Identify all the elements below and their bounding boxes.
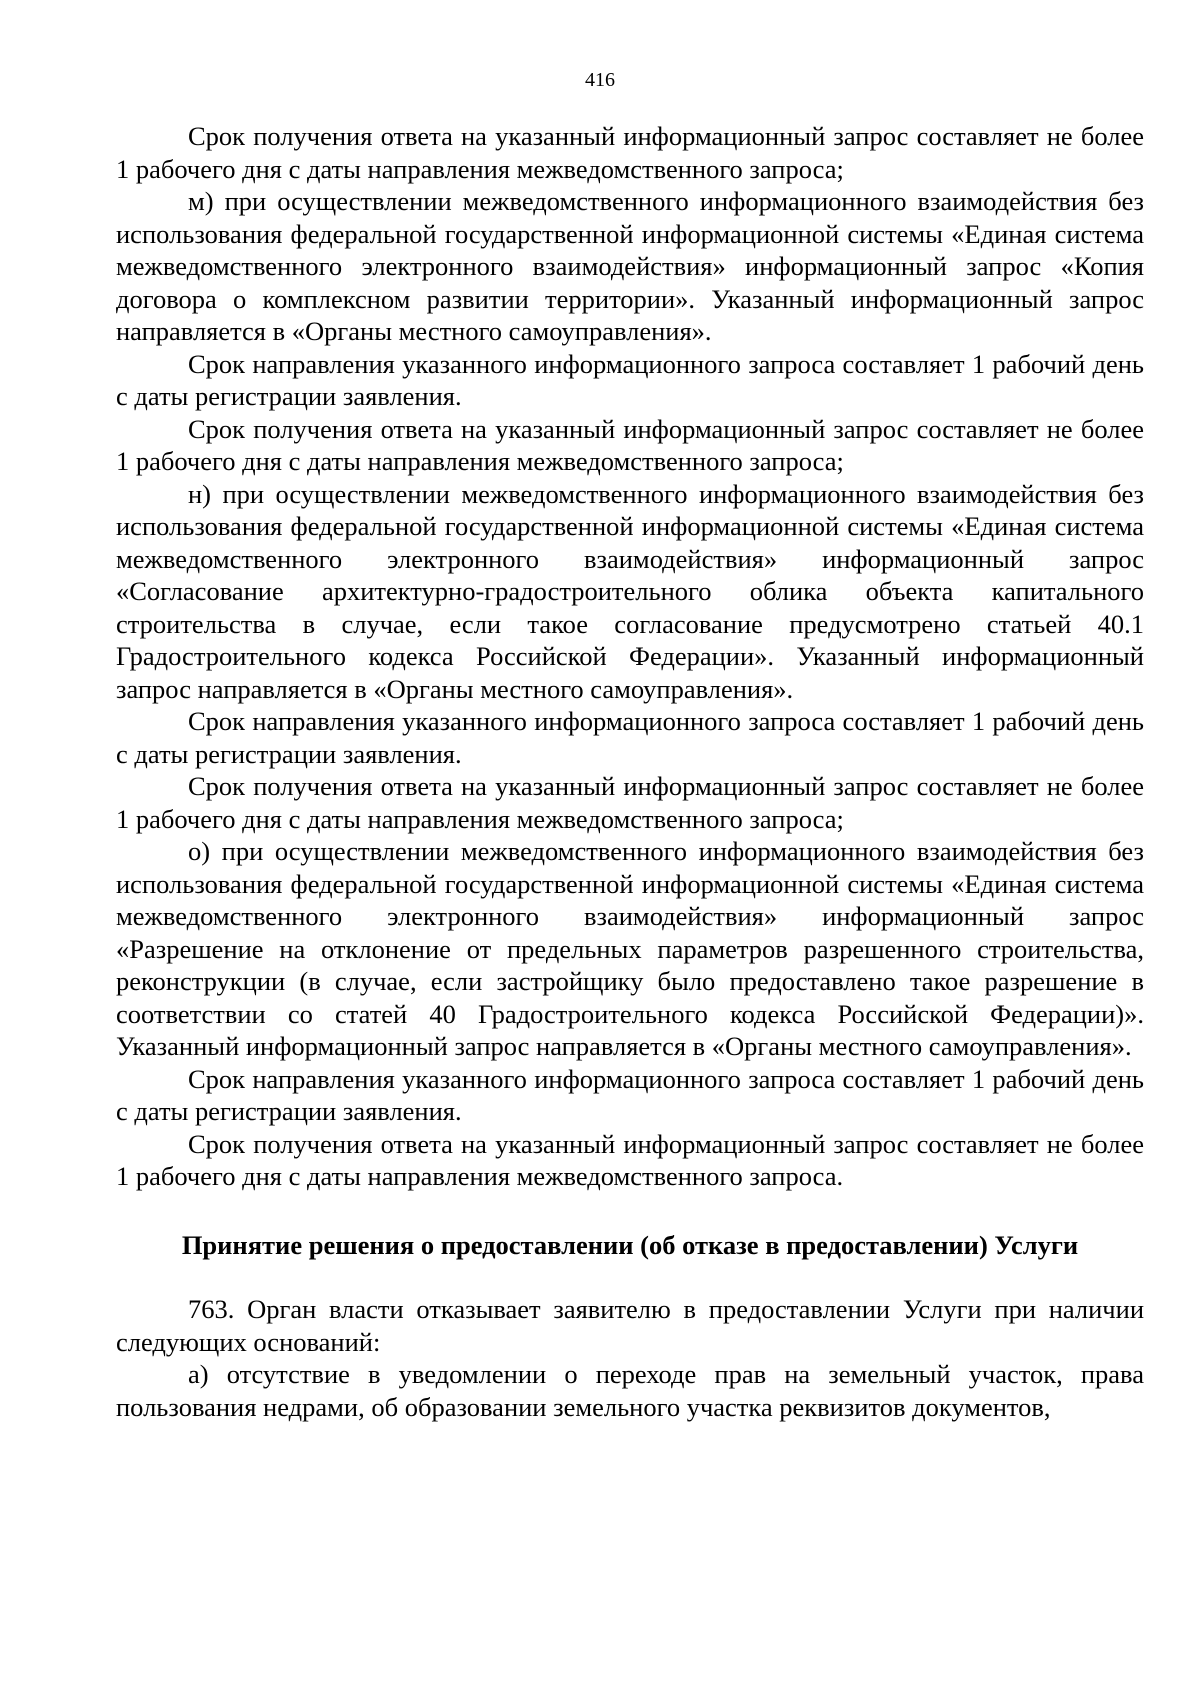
- paragraph: Срок направления указанного информационного запроса составляет 1 рабочий день с даты регистрации заявления.: [116, 348, 1144, 411]
- section-heading: Принятие решения о предоставлении (об отказе в предоставлении) Услуги: [181, 1229, 1079, 1260]
- paragraph: а) отсутствие в уведомлении о переходе прав на земельный участок, права пользования недрами, об образовании земельного участка реквизитов документов,: [116, 1359, 1144, 1422]
- paragraph: Срок получения ответа на указанный информационный запрос составляет не более 1 рабочего дня с даты направления межведомственного запроса;: [116, 771, 1144, 834]
- paragraph: н) при осуществлении межведомственного информационного взаимодействия без использования федеральной государственной информационной системы «Единая система межведомственного электронного взаимодействия» информационный запрос «Согласование архитектурно-градостроительного облика объекта капитального строительства в случае, если такое согласование предусмотрено статьей 40.1 Градостроительного кодекса Российской Федерации». Указанный информационный запрос направляется в «Органы местного самоуправления».: [116, 478, 1144, 704]
- document-body: [116, 120, 1144, 1423]
- paragraph: Срок получения ответа на указанный информационный запрос составляет не более 1 рабочего дня с даты направления межведомственного запроса;: [116, 121, 1144, 184]
- paragraph: Срок получения ответа на указанный информационный запрос составляет не более 1 рабочего дня с даты направления межведомственного запроса;: [116, 413, 1144, 476]
- paragraph: о) при осуществлении межведомственного информационного взаимодействия без использования федеральной государственной информационной системы «Единая система межведомственного электронного взаимодействия» информационный запрос «Разрешение на отклонение от предельных параметров разрешенного строительства, реконструкции (в случае, если застройщику было предоставлено такое разрешение в соответствии со статей 40 Градостроительного кодекса Российской Федерации)». Указанный информационный запрос направляется в «Органы местного самоуправления».: [116, 836, 1144, 1061]
- paragraph: м) при осуществлении межведомственного информационного взаимодействия без использования федеральной государственной информационной системы «Единая система межведомственного электронного взаимодействия» информационный запрос «Копия договора о комплексном развитии территории». Указанный информационный запрос направляется в «Органы местного самоуправления».: [116, 186, 1144, 346]
- paragraph: Срок получения ответа на указанный информационный запрос составляет не более 1 рабочего дня с даты направления межведомственного запроса.: [116, 1128, 1144, 1191]
- page-number: 416: [585, 69, 615, 91]
- paragraph: 763. Орган власти отказывает заявителю в предоставлении Услуги при наличии следующих оснований:: [116, 1294, 1144, 1357]
- paragraph: Срок направления указанного информационного запроса составляет 1 рабочий день с даты регистрации заявления.: [116, 1063, 1144, 1126]
- paragraph: Срок направления указанного информационного запроса составляет 1 рабочий день с даты регистрации заявления.: [116, 706, 1144, 769]
